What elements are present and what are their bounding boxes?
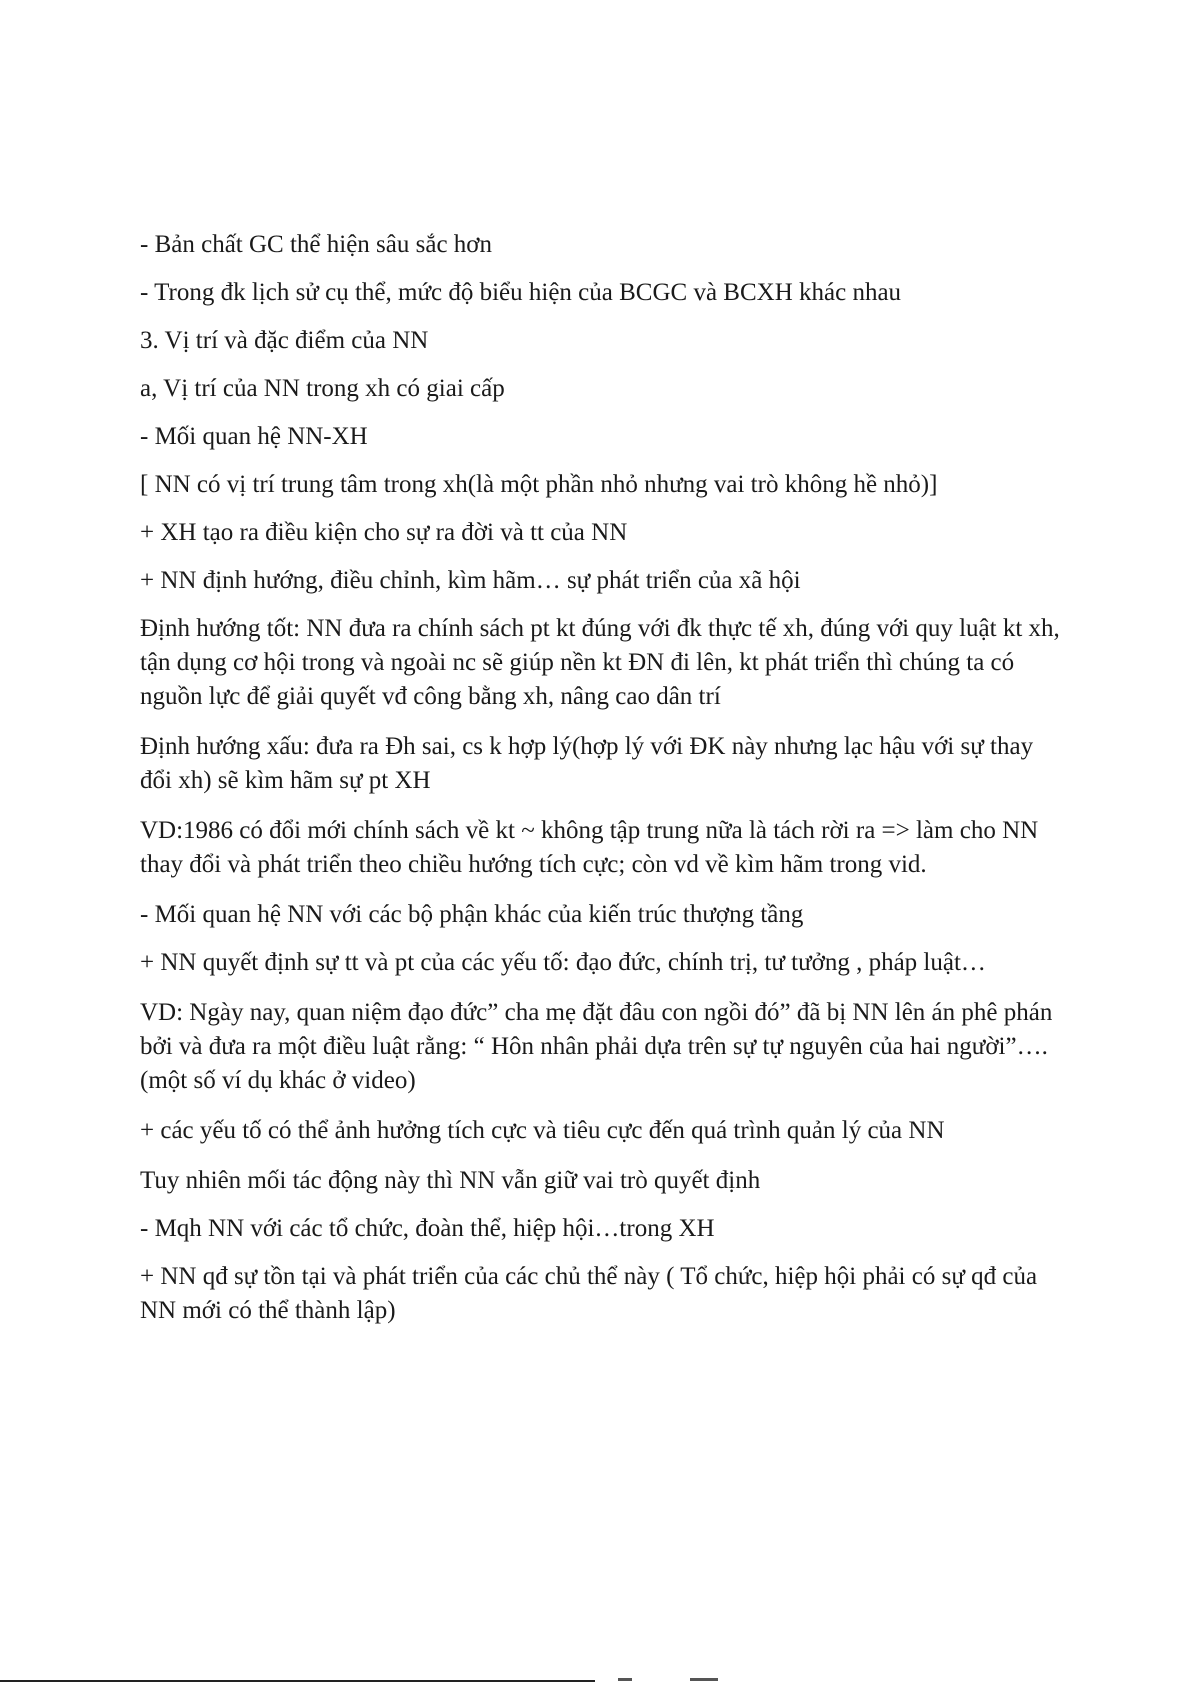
paragraph-13: + NN quyết định sự tt và pt của các yếu tố: đạo đức, chính trị, tư tưởng , pháp luật…: [140, 949, 986, 976]
paragraph-1: - Bản chất GC thể hiện sâu sắc hơn: [140, 231, 493, 258]
footer-divider: [0, 1680, 595, 1682]
paragraph-6: [ NN có vị trí trung tâm trong xh(là một phần nhỏ nhưng vai trò không hề nhỏ)]: [140, 471, 938, 498]
paragraph-18: + NN qđ sự tồn tại và phát triển của các chủ thể này ( Tổ chức, hiệp hội phải có sự qđ của NN mới có thể thành lập): [140, 1263, 1038, 1324]
footer-mark-right: [690, 1678, 718, 1681]
paragraph-9: Định hướng tốt: NN đưa ra chính sách pt kt đúng với đk thực tế xh, đúng với quy luật kt xh, tận dụng cơ hội trong và ngoài nc sẽ giúp nền kt ĐN đi lên, kt phát triển thì chúng ta có nguồn lực để giải quyết vđ công bằng xh, nâng cao dân trí: [140, 615, 1060, 710]
paragraph-10: Định hướng xấu: đưa ra Đh sai, cs k hợp lý(hợp lý với ĐK này nhưng lạc hậu với sự thay đổi xh) sẽ kìm hãm sự pt XH: [140, 733, 1034, 794]
footer-mark-left: [618, 1678, 632, 1681]
document-body: [140, 228, 1060, 1344]
paragraph-17: - Mqh NN với các tổ chức, đoàn thể, hiệp hội…trong XH: [140, 1215, 715, 1242]
paragraph-11: VD:1986 có đổi mới chính sách về kt ~ không tập trung nữa là tách rời ra => làm cho NN thay đổi và phát triển theo chiều hướng tích cực; còn vd về kìm hãm trong vid.: [140, 817, 1039, 878]
paragraph-5: - Mối quan hệ NN-XH: [140, 423, 368, 450]
paragraph-12: - Mối quan hệ NN với các bộ phận khác của kiến trúc thượng tầng: [140, 901, 804, 928]
section-heading: 3. Vị trí và đặc điểm của NN: [140, 327, 429, 354]
paragraph-14: VD: Ngày nay, quan niệm đạo đức” cha mẹ đặt đâu con ngồi đó” đã bị NN lên án phê phán bởi và đưa ra một điều luật rằng: “ Hôn nhân phải dựa trên sự tự nguyên của hai người”….(một số ví dụ khác ở video): [140, 999, 1053, 1094]
paragraph-16: Tuy nhiên mối tác động này thì NN vẫn giữ vai trò quyết định: [140, 1167, 761, 1194]
paragraph-7: + XH tạo ra điều kiện cho sự ra đời và tt của NN: [140, 519, 628, 546]
subsection-heading: a, Vị trí của NN trong xh có giai cấp: [140, 375, 505, 402]
paragraph-8: + NN định hướng, điều chỉnh, kìm hãm… sự phát triển của xã hội: [140, 567, 801, 594]
paragraph-2: - Trong đk lịch sử cụ thể, mức độ biểu hiện của BCGC và BCXH khác nhau: [140, 279, 902, 306]
paragraph-15: + các yếu tố có thể ảnh hưởng tích cực và tiêu cực đến quá trình quản lý của NN: [140, 1117, 945, 1144]
